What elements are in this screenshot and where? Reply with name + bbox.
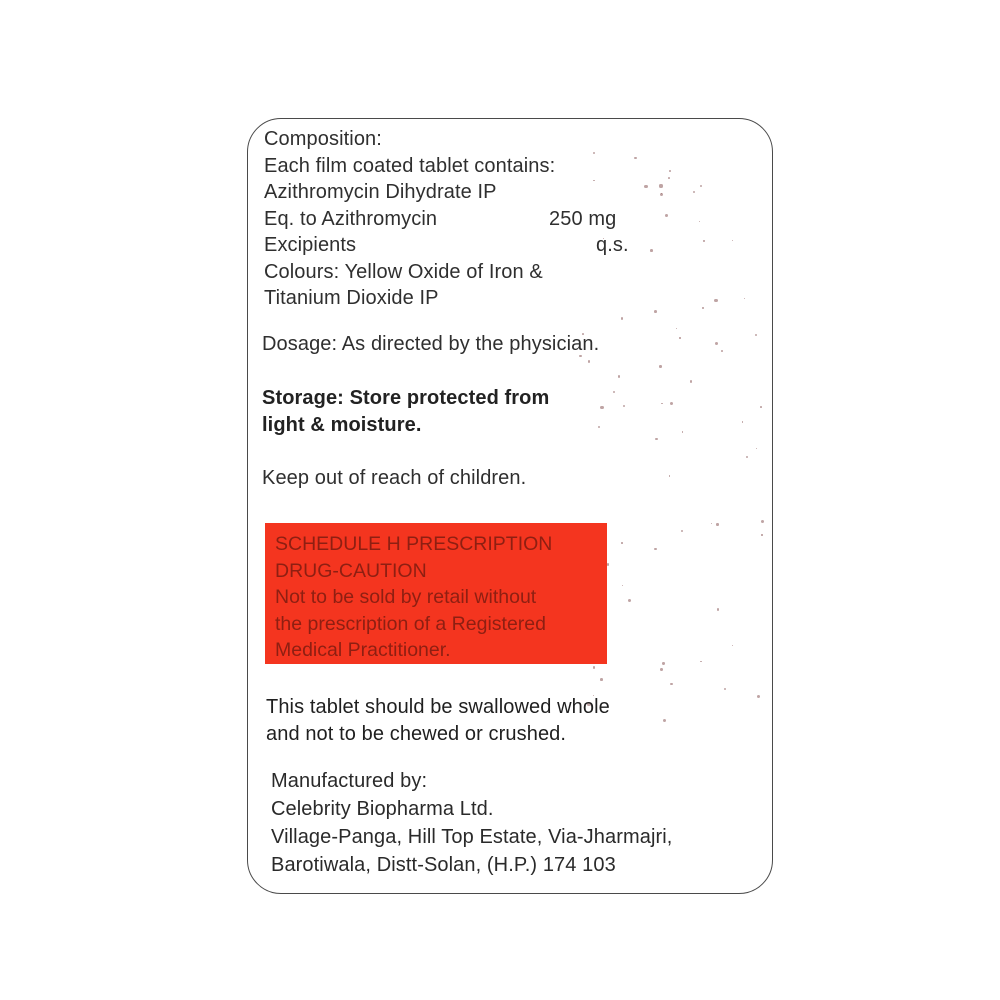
print-speck [755, 334, 757, 336]
print-speck [732, 645, 733, 646]
print-speck [742, 421, 744, 423]
colours-line-2: Titanium Dioxide IP [264, 287, 439, 309]
manufacturer-block [271, 767, 672, 879]
print-speck [744, 298, 745, 299]
composition-block [264, 126, 629, 312]
print-speck [756, 448, 757, 449]
print-speck [761, 534, 762, 535]
print-speck [661, 403, 663, 405]
print-speck [717, 608, 719, 610]
print-speck [621, 542, 622, 543]
print-speck [746, 456, 748, 458]
excipients-label: Excipients [264, 234, 357, 256]
storage-line-2: light & moisture. [262, 413, 422, 436]
print-speck [662, 662, 664, 664]
print-speck [721, 350, 723, 352]
print-speck [700, 661, 702, 663]
schedule-line-2: DRUG-CAUTION [275, 559, 427, 582]
print-speck [660, 193, 663, 196]
manufacturer-name: Celebrity Biopharma Ltd. [271, 798, 494, 820]
dosage-text: Dosage: As directed by the physician. [262, 333, 600, 355]
manufacturer-label: Manufactured by: [271, 770, 428, 792]
composition-intro: Each film coated tablet contains: [264, 154, 556, 177]
schedule-line-4: the prescription of a Registered [275, 612, 546, 635]
print-speck [724, 688, 726, 690]
print-speck [690, 380, 693, 383]
print-speck [670, 683, 673, 686]
print-speck [714, 299, 717, 302]
print-speck [593, 180, 594, 181]
print-speck [665, 214, 668, 217]
manufacturer-address-2: Barotiwala, Distt-Solan, (H.P.) 174 103 [271, 854, 616, 876]
print-speck [623, 405, 625, 407]
print-speck [588, 360, 590, 362]
print-speck [593, 666, 595, 668]
equivalent-value: 250 mg [549, 207, 617, 230]
schedule-line-5: Medical Practitioner. [275, 639, 451, 661]
print-speck [682, 431, 683, 432]
print-speck [613, 391, 615, 393]
print-speck [660, 668, 663, 671]
print-speck [715, 342, 718, 345]
print-speck [655, 438, 658, 441]
storage-block [262, 385, 549, 438]
swallow-line-1: This tablet should be swallowed whole [266, 696, 610, 718]
schedule-line-1: SCHEDULE H PRESCRIPTION [275, 533, 553, 555]
print-speck [622, 585, 623, 586]
colours-line-1: Colours: Yellow Oxide of Iron & [264, 260, 543, 283]
equivalent-label: Eq. to Azithromycin [264, 207, 438, 230]
print-speck [618, 375, 621, 378]
print-speck [702, 307, 703, 308]
print-speck [676, 328, 677, 329]
print-speck [659, 365, 661, 367]
swallow-instruction [266, 694, 610, 747]
print-speck [716, 523, 718, 525]
composition-heading: Composition: [264, 128, 382, 150]
print-speck [654, 310, 657, 313]
print-speck [659, 184, 662, 187]
print-speck [693, 191, 695, 193]
print-speck [679, 337, 680, 338]
print-speck [703, 240, 704, 241]
print-speck [628, 599, 631, 602]
print-speck [593, 152, 595, 154]
storage-line-1: Storage: Store protected from [262, 387, 550, 409]
schedule-h-warning-box [265, 523, 607, 664]
print-speck [681, 530, 683, 532]
swallow-line-2: and not to be chewed or crushed. [266, 722, 567, 745]
schedule-line-3: Not to be sold by retail without [275, 586, 537, 608]
print-speck [699, 221, 701, 223]
print-speck [600, 406, 603, 409]
print-speck [600, 678, 603, 681]
print-speck [732, 240, 733, 241]
print-speck [650, 249, 653, 252]
print-speck [669, 170, 671, 172]
excipients-value: q.s. [596, 234, 629, 256]
keep-out-text: Keep out of reach of children. [262, 467, 527, 489]
print-speck [711, 523, 713, 525]
print-speck [663, 719, 666, 722]
print-speck [669, 475, 670, 476]
tablet-strip-label [247, 118, 773, 894]
ingredient-name: Azithromycin Dihydrate IP [264, 181, 497, 203]
print-speck [634, 157, 636, 159]
print-speck [598, 426, 600, 428]
print-speck [670, 402, 673, 405]
print-speck [761, 520, 764, 523]
print-speck [621, 317, 624, 320]
print-speck [668, 177, 670, 179]
print-speck [760, 406, 762, 408]
print-speck [700, 185, 702, 187]
manufacturer-address-1: Village-Panga, Hill Top Estate, Via-Jharmajri, [271, 826, 673, 848]
print-speck [654, 548, 657, 551]
print-speck [644, 185, 647, 188]
print-speck [757, 695, 760, 698]
